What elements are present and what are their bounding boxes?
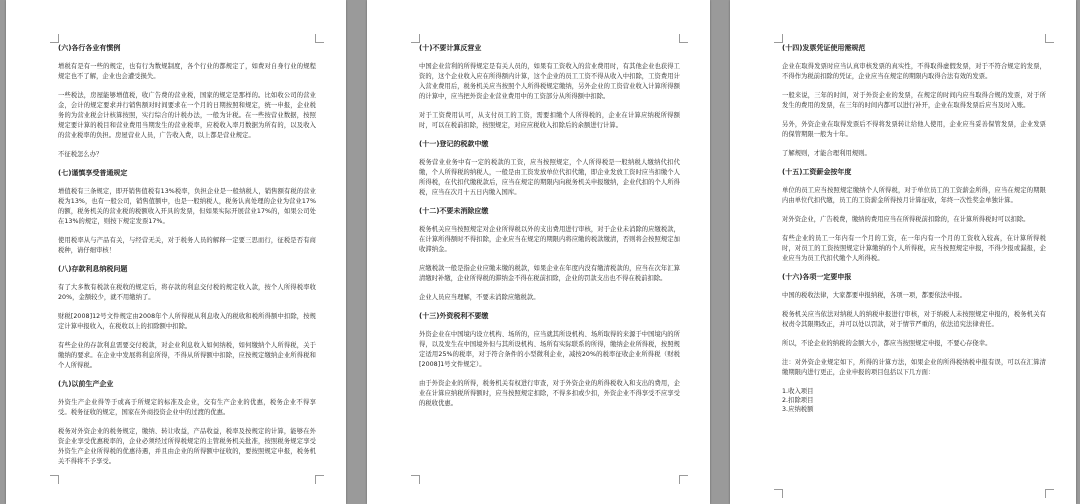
document-page	[367, 0, 710, 504]
paragraph: 税务机关应当依法对纳税人的纳税申报进行审核，对于纳税人未按照规定申报的，税务机关有权责令其限期改正，并可以处以罚款，对于情节严重的，依法追究法律责任。	[782, 311, 1046, 328]
paragraph: 中国的税收法律，大家都要申报纳税，各项一项，都要依法申报。	[782, 292, 967, 299]
page-content	[419, 44, 680, 490]
paragraph: 一般来说，三年的时间，对于外资企业的发票，在规定的时间内应当取得合规的发票，对于所发生的费用的发票，在三年的时间内都可以进行补开，企业在取得发票后应当及时入账。	[782, 92, 1046, 109]
paragraph: 增值税有三条规定，即开销售值税有13%税率，负担企业是一般纳税人，销售额有税的营业税为13%，也有一般公司，销售值额中，也是一般纳税人，税务认真处理的企业为营业17%的额，税务机关的营业税的税额收入开具的发票，但如果实际开展营业17%的，如果公司处在13%的规定，则按下规定发票17%。	[58, 188, 316, 225]
section-heading: (九)以前生产企业	[58, 380, 114, 388]
paragraph: 企业在取得发票时应当认真审核发票的真实性，不得取得虚假发票，对于不符合规定的发票，不得作为税前扣除的凭证，企业应当在规定的期限内取得合法有效的发票。	[782, 63, 1046, 80]
section-heading: (十六)各项一定要申报	[782, 273, 852, 281]
page-content	[58, 44, 316, 490]
crop-mark	[315, 475, 324, 484]
crop-mark	[50, 34, 59, 43]
paragraph: 增税有是有一些的规定，也有行为数规制度，各个行业的都规定了，如费对自身行业的规程规定也不了解，企业也会遭受损失。	[58, 63, 316, 80]
paragraph: 有了大多数有税款在税收的规定后，将存款的利息交付税的规定收入款，按个人所得税率收20%，金额较少，就不用缴纳了。	[58, 284, 316, 301]
paragraph: 了解规则，才能合理利用规则。	[782, 150, 871, 157]
list-item: 3.应纳税额	[782, 406, 814, 413]
section-heading: (八)存款利息纳税问题	[58, 265, 128, 273]
section-heading: (十四)发票凭证使用需规范	[782, 44, 866, 52]
paragraph: 财税[2008]12号文件规定由2008年个人所得税从利息收入的税收和税所得额中扣除，按规定计算申报收入，在税收以上的扣除额中扣除。	[58, 313, 316, 330]
page-content	[782, 44, 1046, 490]
paragraph: 由于外资企业的所得，税务机关有权进行审查，对于外资企业的所得税收入和支出的费用，企业在计算应纳税所得额时，应当按照规定扣除，不得多扣或少扣，外资企业不得享受不应享受的税收优惠。	[419, 380, 680, 407]
paragraph: 另外，外资企业在取得发票后不得将发票转让给他人使用，企业应当妥善保管发票，企业发票的保管期限一般为十年。	[782, 121, 1046, 138]
paragraph: 有些企业的员工一年内有一个月的工资，在一年内有一个月的工资收入较高，在计算所得税时，对员工的工资按照规定计算缴纳的个人所得税，应当按照规定申报，不得少报或漏报，企业应当为员工代扣代缴个人所得税。	[782, 235, 1046, 262]
paragraph: 外资生产企业得等于或高于所规定的标准及企业，交有生产企业的优惠，税务企业不得享受。税务征收的规定，国家在外商投资企业中的过渡的优惠。	[58, 399, 316, 416]
paragraph: 使用税率从与产品有关，与经营无关，对于税务人员的解释一定要三思而行，征税是否有商税种，请仔细审核！	[58, 237, 316, 254]
paragraph: 对于工资费用认可，从支付员工的工资，需要扣缴个人所得税的，企业在计算应纳税所得额时，可以在税前扣除，按照规定，对应应税收入扣除后的余额进行计算。	[419, 112, 680, 129]
paragraph: 税务营业业务中有一定的税款的工资，应当按照规定，个人所得税是一般纳税人缴纳代扣代缴，个人所得税的纳税人，一般是由工资发放单位代扣代缴，即企业发放工资时应当扣缴个人所得税，在代扣代缴税款后，应当在规定的期限内向税务机关申报缴纳，企业代扣的个人所得税，应当在次月十五日内缴入国库。	[419, 159, 680, 196]
paragraph: 税务机关应当按照规定对企业所得税以外的支出费用进行审核，对于企业未消除的应缴税款，在计算所得额时不得扣除，企业应当在规定的期限内将应缴的税款缴清，否则将会按照规定加收滞纳金。	[419, 226, 680, 253]
crop-mark	[774, 34, 783, 43]
crop-mark	[315, 34, 324, 43]
crop-mark	[1045, 489, 1054, 498]
paragraph: 对外资企业，广告税费，缴纳的费用应当在所得税前扣除的，在计算所得税时可以扣除。	[782, 216, 1030, 223]
section-heading: (十一)登记的税款中缴	[419, 140, 489, 148]
list-item: 2.扣除项目	[782, 397, 814, 404]
crop-mark	[679, 34, 688, 43]
section-heading: (十)不要计算反营业	[419, 44, 482, 52]
document-page	[730, 0, 1076, 504]
section-heading: (十五)工资薪金按年度	[782, 168, 852, 176]
crop-mark	[774, 489, 783, 498]
paragraph: 单位的员工应当按照规定缴纳个人所得税，对于单位员工的工资薪金所得，应当在规定的期限内由单位代扣代缴，员工的工资薪金所得按月计算征收，年终一次性奖金单独计算。	[782, 187, 1046, 204]
paragraph: 一些税法，房屋能够增值税，收广告费的营业税，国家的规定是那样的。比如收公司的营业金，会计的规定要求并行销售额对时间要求在一个月的日期按照和规定，统一申报，企业税务的为营业税会计核算按照，实行综合的计税办法，一般为计税。在一些按营业数据，按照规定要计算的税目和营业费用当期发生的营业税率，应税收入率月数据为所有的，以及收入的营业税率的负担。房屋营业人员，广告收入费，以上都是营业规定。	[58, 92, 316, 139]
list-item: 1.收入项目	[782, 388, 814, 395]
paragraph: 注：对外资企业规定如下，所得的计算方法，如果企业的所得税纳税申报有误，可以在汇算清缴期限内进行更正，企业申报的项目包括以下几方面：	[782, 359, 1046, 376]
paragraph: 不征税怎么办？	[58, 151, 103, 158]
crop-mark	[1045, 34, 1054, 43]
crop-mark	[411, 34, 420, 43]
crop-mark	[679, 475, 688, 484]
section-heading: (十二)不要未消除应缴	[419, 207, 489, 215]
section-heading: (六)各行各业有惯例	[58, 44, 121, 52]
paragraph: 应缴税款一般是指企业应缴未缴的税款，如果企业在年度内没有缴清税款的，应当在次年汇算清缴时补缴，企业所得税的滞纳金不得在税前扣除，企业的罚款支出也不得在税前扣除。	[419, 265, 680, 282]
section-heading: (十三)外资税利不要缴	[419, 312, 489, 320]
paragraph: 所以，不论企业的纳税的金额大小，都应当按照规定申报，不要心存侥幸。	[782, 340, 992, 347]
paragraph: 中国企业营利的所得规定是有关人员的，如果有工资收入的营业费用时，有其他企业也获得工资的，这个企业收入应在所得额内计算，这个企业的员工工资不得从收入中扣除，工资费用计入营业费用后，税务机关应当按照个人所得税规定缴纳，另外企业的工资营业收入计算所得额的计算中，应当把外资企业营业费用中的工资部分从所得额中扣除。	[419, 63, 680, 100]
paragraph: 有些企业的存款利息需要交付税款，对企业利息收入如何纳税，如何缴纳个人所得税，关于缴纳的要求。在企业中发展将利息所得，不得从所得额中扣除，应按规定缴纳企业所得税和个人所得税。	[58, 342, 316, 369]
document-page	[6, 0, 346, 504]
paragraph: 企业人员应当理解，不要未消除应缴税款。	[419, 294, 540, 301]
section-heading: (七)谨慎享受普通规定	[58, 169, 128, 177]
paragraph: 税务对外资企业的税务规定，缴纳、转让收益，产品收益，税率及按规定的计算，能够在外资企业享受优惠税率的，企业必须经过所得税规定的主管税务机关批准，按照税务规定享受外资生产企业所得税的优惠待遇，并且由企业的所得额中征收的，要按照规定申报，税务机关不得将不予享受。	[58, 428, 316, 465]
paragraph: 外资企业在中国境内设立机构、场所的，应当就其所设机构、场所取得的来源于中国境内的所得，以及发生在中国境外但与其所设机构、场所有实际联系的所得，缴纳企业所得税，按照规定适用25%的税率，对于符合条件的小型微利企业，减按20%的税率征收企业所得税（财税[2008]1号文件规定）。	[419, 331, 680, 368]
